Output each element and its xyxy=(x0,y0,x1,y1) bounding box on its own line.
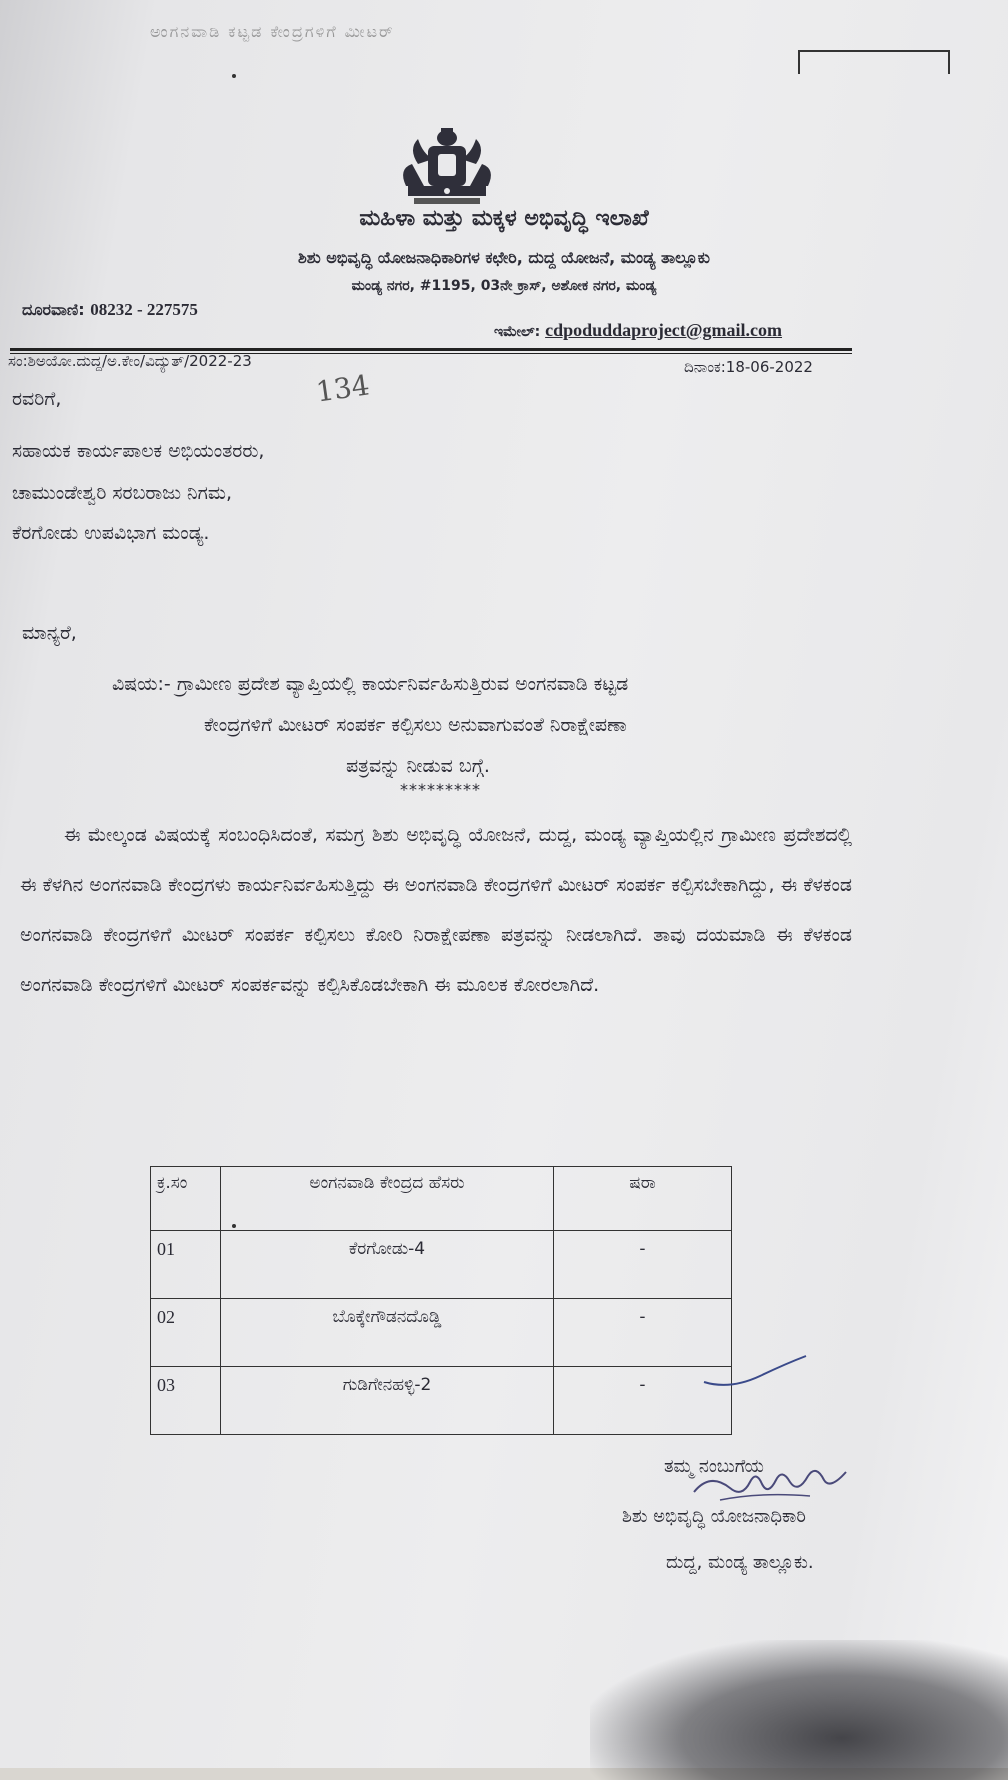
serial-number: 01 xyxy=(157,1239,175,1259)
addressee-line: ಸಹಾಯಕ ಕಾರ್ಯಪಾಲಕ ಅಭಿಯಂತರರು, xyxy=(12,440,265,462)
top-cut-off-text: ಅಂಗನವಾಡಿ ಕಟ್ಟಡ ಕೇಂದ್ರಗಳಿಗೆ ಮೀಟರ್ xyxy=(150,22,395,41)
greeting: ಮಾನ್ಯರೆ, xyxy=(22,622,77,644)
email-label: ಇಮೇಲ್: xyxy=(494,324,541,340)
signatory-designation: ಶಿಶು ಅಭಿವೃದ್ಧಿ ಯೋಜನಾಧಿಕಾರಿ xyxy=(622,1506,806,1527)
addressee-line: ಚಾಮುಂಡೇಶ್ವರಿ ಸರಬರಾಜು ನಿಗಮ, xyxy=(12,482,232,504)
subject-line: ಕೇಂದ್ರಗಳಿಗೆ ಮೀಟರ್ ಸಂಪರ್ಕ ಕಲ್ಪಿಸಲು ಅನುವಾಗುವಂತೆ ನಿರಾಕ್ಷೇಪಣಾ xyxy=(204,714,627,736)
email-address[interactable]: cdpoduddaproject@gmail.com xyxy=(545,320,783,340)
serial-number: 02 xyxy=(157,1307,175,1327)
centre-name: ಬೊಕ್ಕೇಗೌಡನದೊಡ್ಡಿ xyxy=(221,1299,554,1367)
centre-name: ಗುಡಿಗೇನಹಳ್ಳಿ-2 xyxy=(221,1367,554,1435)
state-emblem-icon xyxy=(388,124,506,210)
column-header: ಕ್ರ.ಸಂ xyxy=(151,1167,221,1231)
remarks: - xyxy=(554,1231,732,1299)
table-row xyxy=(151,1299,732,1367)
remarks: - xyxy=(554,1299,732,1367)
remarks: - xyxy=(554,1367,732,1435)
email-line xyxy=(494,320,782,341)
subject-block xyxy=(112,664,832,787)
to-label: ರವರಿಗೆ, xyxy=(12,388,62,410)
addressee-line: ಕೆರಗೋಡು ಉಪವಿಭಾಗ ಮಂಡ್ಯ. xyxy=(12,522,210,544)
closing-phrase: ತಮ್ಮ ನಂಬುಗೆಯ xyxy=(664,1456,764,1477)
signatory-location: ದುದ್ದ, ಮಂಡ್ಯ ತಾಲ್ಲೂಕು. xyxy=(666,1552,814,1573)
table-row xyxy=(151,1231,732,1299)
column-header: ಅಂಗನವಾಡಿ ಕೇಂದ್ರದ ಹೆಸರು xyxy=(221,1167,554,1231)
column-header: ಷರಾ xyxy=(554,1167,732,1231)
separator: ********* xyxy=(400,780,481,799)
body-paragraph: ಈ ಮೇಲ್ಕಂಡ ವಿಷಯಕ್ಕೆ ಸಂಬಂಧಿಸಿದಂತೆ, ಸಮಗ್ರ ಶಿಶು ಅಭಿವೃದ್ಧಿ ಯೋಜನೆ, ದುದ್ದ, ಮಂಡ್ಯ ವ್ಯಾಪ್ತಿಯಲ್ಲಿನ ಗ್ರಾಮೀಣ ಪ್ರದೇಶದಲ್ಲಿ ಈ ಕೆಳಗಿನ ಅಂಗನವಾಡಿ ಕೇಂದ್ರಗಳು ಕಾರ್ಯನಿರ್ವಹಿಸುತ್ತಿದ್ದು ಈ ಅಂಗನವಾಡಿ ಕೇಂದ್ರಗಳಿಗೆ ಮೀಟರ್ ಸಂಪರ್ಕ ಕಲ್ಪಿಸಬೇಕಾಗಿದ್ದು, ಈ ಕೆಳಕಂಡ ಅಂಗನವಾಡಿ ಕೇಂದ್ರಗಳಿಗೆ ಮೀಟರ್ ಸಂಪರ್ಕ ಕಲ್ಪಿಸಲು ಕೋರಿ ನಿರಾಕ್ಷೇಪಣಾ ಪತ್ರವನ್ನು ನೀಡಲಾಗಿದೆ. ತಾವು ದಯಮಾಡಿ ಈ ಕೆಳಕಂಡ ಅಂಗನವಾಡಿ ಕೇಂದ್ರಗಳಿಗೆ ಮೀಟರ್ ಸಂಪರ್ಕವನ್ನು ಕಲ್ಪಿಸಿಕೊಡಬೇಕಾಗಿ ಈ ಮೂಲಕ ಕೋರಲಾಗಿದೆ. xyxy=(20,824,852,996)
reference-number: ಸಂ:ಶಿಅಯೋ.ದುದ್ದ/ಅ.ಕೇಂ/ವಿದ್ಯುತ್/2022-23 xyxy=(8,352,252,370)
photo-shadow xyxy=(590,1640,1008,1780)
centre-name: ಕೆರಗೋಡು-4 xyxy=(221,1231,554,1299)
subject-line: ಗ್ರಾಮೀಣ ಪ್ರದೇಶ ವ್ಯಾಪ್ತಿಯಲ್ಲಿ ಕಾರ್ಯನಿರ್ವಹಿಸುತ್ತಿರುವ ಅಂಗನವಾಡಿ ಕಟ್ಟಡ xyxy=(176,673,629,695)
subject-line: ಪತ್ರವನ್ನು ನೀಡುವ ಬಗ್ಗೆ. xyxy=(346,755,490,777)
office-address: ಮಂಡ್ಯ ನಗರ, #1195, 03ನೇ ಕ್ರಾಸ್, ಅಶೋಕ ನಗರ, ಮಂಡ್ಯ xyxy=(351,278,657,294)
serial-number: 03 xyxy=(157,1375,175,1395)
phone-line xyxy=(22,300,198,320)
table-header-row xyxy=(151,1167,732,1231)
ink-dot xyxy=(232,1224,236,1228)
letter-date: ದಿನಾಂಕ:18-06-2022 xyxy=(684,358,813,376)
phone-label: ದೂರವಾಣಿ: xyxy=(22,300,85,319)
tick-mark-icon xyxy=(700,1350,810,1390)
top-right-box xyxy=(798,50,950,74)
handwritten-number: 134 xyxy=(313,368,372,409)
anganwadi-table xyxy=(150,1166,732,1435)
subject-label: ವಿಷಯ:- xyxy=(112,673,171,695)
table-row xyxy=(151,1367,732,1435)
department-name: ಮಹಿಳಾ ಮತ್ತು ಮಕ್ಕಳ ಅಭಿವೃದ್ಧಿ ಇಲಾಖೆ xyxy=(359,206,649,231)
ink-dot xyxy=(232,74,236,78)
signature-icon xyxy=(690,1452,850,1510)
office-name: ಶಿಶು ಅಭಿವೃದ್ಧಿ ಯೋಜನಾಧಿಕಾರಿಗಳ ಕಛೇರಿ, ದುದ್ದ ಯೋಜನೆ, ಮಂಡ್ಯ ತಾಲ್ಲೂಕು xyxy=(298,248,710,267)
phone-number: 08232 - 227575 xyxy=(90,300,198,319)
header-rule xyxy=(10,348,852,351)
